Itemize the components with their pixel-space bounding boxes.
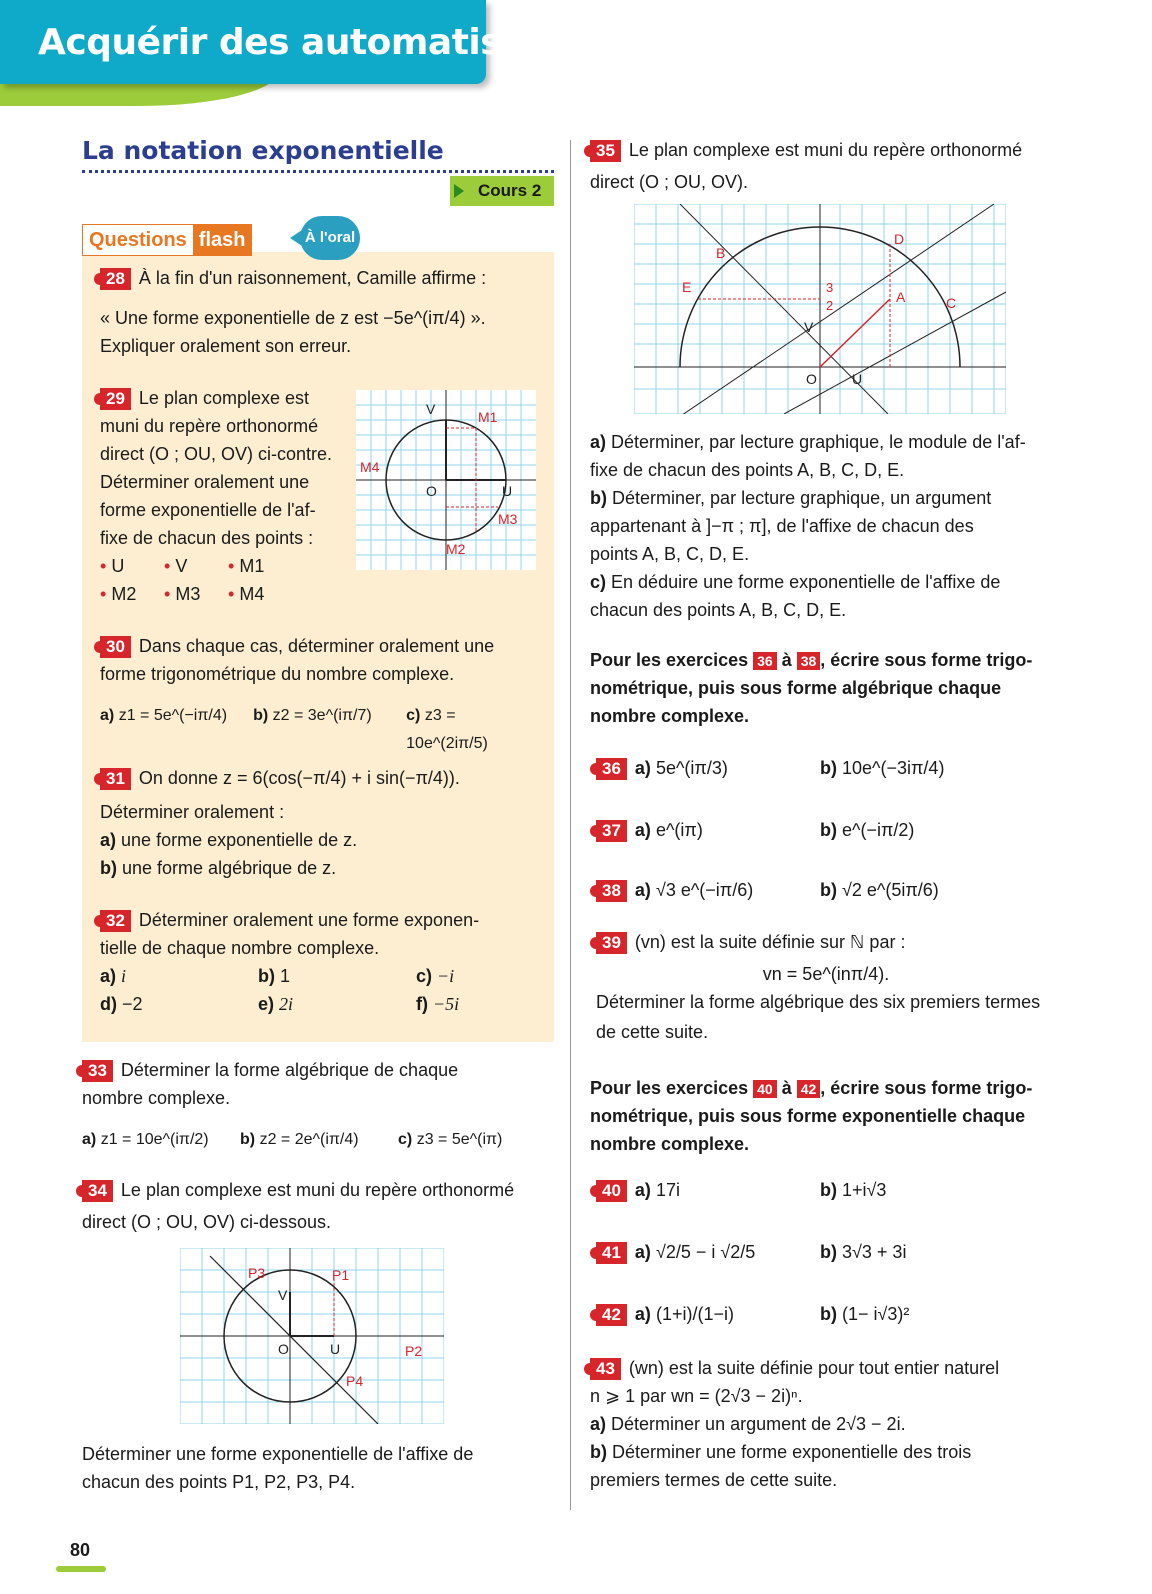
label: c) [398, 1131, 413, 1148]
ex35-a2: fixe de chacun des points A, B, C, D, E. [590, 460, 905, 480]
exercise-42 [596, 1300, 1056, 1328]
instr-text: nombre complexe. [590, 1134, 750, 1154]
label: d) [100, 994, 117, 1014]
exercise-30 [100, 632, 540, 758]
ex33-b: z2 = 2e^(iπ/4) [259, 1131, 359, 1148]
exercise-41 [596, 1238, 1056, 1266]
label: b) [240, 1131, 256, 1148]
ex28-line1: À la fin d'un raisonnement, Camille affirme : [138, 268, 487, 288]
section-title: La notation exponentielle [82, 136, 444, 165]
label-M3: M3 [498, 511, 518, 527]
label: b) [820, 1242, 837, 1262]
label-D: D [894, 231, 905, 247]
ex34-q2: chacun des points P1, P2, P3, P4. [82, 1472, 356, 1492]
exercise-37 [596, 816, 1056, 844]
ex39-line2: Déterminer la forme algébrique des six premiers termes [596, 992, 1041, 1012]
exercise-number: 38 [596, 880, 627, 902]
label: e) [258, 994, 275, 1014]
ex37-a: e^(iπ) [655, 820, 703, 840]
label: b) [820, 758, 837, 778]
exercise-31 [100, 764, 540, 882]
label: b) [258, 966, 275, 986]
label: a) [634, 1304, 651, 1324]
exercise-40 [596, 1176, 1056, 1204]
ex30-line1: Dans chaque cas, déterminer oralement une [138, 636, 495, 656]
label-O: O [806, 371, 817, 387]
label-P3: P3 [248, 1265, 266, 1281]
column-divider [570, 140, 571, 1510]
label-C: C [946, 295, 957, 311]
label: a) [634, 1180, 651, 1200]
exercise-43 [590, 1354, 1056, 1494]
ex32-line2: tielle de chaque nombre complexe. [100, 938, 380, 958]
ex30-line2: forme trigonométrique du nombre complexe. [100, 664, 455, 684]
ex29-line: Déterminer oralement une [100, 472, 310, 492]
ex29-line: forme exponentielle de l'af- [100, 500, 316, 520]
exercise-ref: 38 [797, 652, 821, 670]
exercise-33 [82, 1056, 548, 1154]
exercise-32 [100, 906, 540, 1018]
ex33-c: z3 = 5e^(iπ) [416, 1131, 503, 1148]
label: b) [820, 880, 837, 900]
figure-29 [356, 390, 536, 570]
exercise-29 [100, 384, 350, 608]
instr-text: , écrire sous forme trigo- [820, 650, 1033, 670]
exercise-number: 32 [100, 910, 131, 932]
ex43-line2: n ⩾ 1 par wn = (2√3 − 2i)ⁿ. [590, 1386, 803, 1406]
label: a) [590, 432, 607, 452]
exercise-number: 43 [590, 1358, 621, 1380]
label-M4: M4 [360, 459, 380, 475]
exercise-number: 39 [596, 932, 627, 954]
exercise-number: 40 [596, 1180, 627, 1202]
ex39-formula: vn = 5e^(inπ/4). [762, 964, 890, 984]
label: f) [416, 994, 428, 1014]
exercise-number: 37 [596, 820, 627, 842]
figure-35 [634, 204, 1006, 414]
label: c) [590, 572, 607, 592]
ex35-b3: points A, B, C, D, E. [590, 544, 750, 564]
exercise-ref: 42 [797, 1080, 821, 1098]
label-P4: P4 [346, 1373, 364, 1389]
label: a) [590, 1414, 607, 1434]
instructions-36-38: Pour les exercices 36 à 38 , écrire sous forme trigo- nométrique, puis sous forme algébrique chaque nombre complexe. [590, 646, 1056, 730]
ex43-b2: premiers termes de cette suite. [590, 1470, 838, 1490]
figure-34 [180, 1248, 444, 1424]
label-O: O [278, 1341, 289, 1357]
label: a) [634, 880, 651, 900]
exercise-number: 28 [100, 268, 131, 290]
bullet: • [228, 556, 235, 576]
exercise-number: 31 [100, 768, 131, 790]
ex29-line: fixe de chacun des points : [100, 528, 314, 548]
ex35-b: Déterminer, par lecture graphique, un argument [612, 488, 992, 508]
label: b) [590, 488, 607, 508]
exercise-number: 34 [82, 1180, 113, 1202]
point-label: M2 [111, 584, 137, 604]
ex28-line2: « Une forme exponentielle de z est −5e^(iπ/4) ». [100, 308, 486, 328]
ex29-line: direct (O ; OU, OV) ci-contre. [100, 444, 333, 464]
questions-flash-header [82, 224, 252, 256]
ex35-a: Déterminer, par lecture graphique, le module de l'af- [611, 432, 1026, 452]
label: b) [590, 1442, 607, 1462]
point-label: M4 [239, 584, 265, 604]
label: c) [416, 966, 433, 986]
ex31-line2: Déterminer oralement : [100, 802, 285, 822]
label-M2: M2 [446, 541, 466, 557]
label-B: B [716, 245, 726, 261]
ex35-c: En déduire une forme exponentielle de l'affixe de [611, 572, 1001, 592]
ex33-line2: nombre complexe. [82, 1088, 231, 1108]
bullet: • [228, 584, 235, 604]
exercise-36 [596, 754, 1056, 782]
instr-text: nombre complexe. [590, 706, 750, 726]
exercise-ref: 40 [753, 1080, 777, 1098]
exercise-number: 35 [590, 140, 621, 162]
label-A: A [896, 289, 906, 305]
ex33-line1: Déterminer la forme algébrique de chaque [120, 1060, 459, 1080]
ex34-q1: Déterminer une forme exponentielle de l'affixe de [82, 1444, 474, 1464]
ex29-line: Le plan complexe est [138, 388, 310, 408]
ex40-b: 1+i√3 [842, 1180, 887, 1200]
instr-text: , écrire sous forme trigo- [820, 1078, 1033, 1098]
exercise-number: 29 [100, 388, 131, 410]
label-V: V [278, 1287, 288, 1303]
label-P2: P2 [405, 1343, 423, 1359]
exercise-35-questions [590, 428, 1054, 624]
instr-text: nométrique, puis sous forme exponentielle chaque [590, 1106, 1026, 1126]
exercise-38 [596, 876, 1056, 904]
label-V: V [804, 319, 814, 335]
label-fraction-den: 2 [826, 298, 834, 313]
ex32-item: i [121, 966, 127, 986]
section-divider [82, 170, 554, 173]
ex41-a: √2/5 − i √2/5 [655, 1242, 756, 1262]
exercise-number: 30 [100, 636, 131, 658]
flash-label-a: Questions [83, 225, 193, 255]
point-label: M3 [175, 584, 201, 604]
label-V: V [426, 401, 436, 417]
ex32-item: −2 [122, 994, 143, 1014]
ex31-line1: On donne z = 6(cos(−π/4) + i sin(−π/4)). [138, 768, 460, 788]
ex30-b: z2 = 3e^(iπ/7) [272, 707, 372, 724]
ex30-a: z1 = 5e^(−iπ/4) [118, 707, 228, 724]
label: a) [100, 966, 117, 986]
exercise-39 [596, 928, 1056, 1046]
flash-label-b: flash [193, 225, 252, 255]
bullet: • [164, 584, 171, 604]
exercise-number: 36 [596, 758, 627, 780]
bullet: • [100, 584, 107, 604]
ex34-line1: Le plan complexe est muni du repère orthonormé [120, 1180, 515, 1200]
ex37-b: e^(−iπ/2) [842, 820, 915, 840]
ex42-b: (1− i√3)² [842, 1304, 910, 1324]
ex29-line: muni du repère orthonormé [100, 416, 319, 436]
label-M1: M1 [478, 409, 498, 425]
label-P1: P1 [332, 1267, 350, 1283]
label-fraction-num: 3 [826, 280, 834, 295]
label-U: U [330, 1341, 341, 1357]
exercise-35 [590, 136, 1056, 196]
play-arrow-icon [454, 184, 464, 198]
exercise-number: 33 [82, 1060, 113, 1082]
label: a) [634, 820, 651, 840]
label-U: U [852, 371, 863, 387]
ex32-item: −5i [433, 994, 460, 1014]
oral-badge: À l'oral [300, 216, 360, 260]
exercise-28 [100, 264, 540, 360]
ex32-item: −i [437, 966, 455, 986]
bullet: • [100, 556, 107, 576]
label: a) [634, 1242, 651, 1262]
ex38-b: √2 e^(5iπ/6) [842, 880, 939, 900]
cours-label: Cours 2 [478, 181, 542, 200]
ex31-b: une forme algébrique de z. [122, 858, 337, 878]
ex36-b: 10e^(−3iπ/4) [842, 758, 945, 778]
label: b) [820, 820, 837, 840]
point-label: M1 [239, 556, 265, 576]
label: b) [100, 858, 117, 878]
ex31-a: une forme exponentielle de z. [121, 830, 358, 850]
label: b) [820, 1304, 837, 1324]
page-number: 80 [70, 1540, 91, 1560]
exercise-number: 42 [596, 1304, 627, 1326]
label: b) [820, 1180, 837, 1200]
ex39-line3: de cette suite. [596, 1022, 709, 1042]
bullet: • [164, 556, 171, 576]
ex35-line2: direct (O ; OU, OV). [590, 172, 749, 192]
label: a) [100, 707, 115, 724]
ex36-a: 5e^(iπ/3) [655, 758, 728, 778]
instr-text: nométrique, puis sous forme algébrique chaque [590, 678, 1002, 698]
ex38-a: √3 e^(−iπ/6) [655, 880, 754, 900]
ex33-a: z1 = 10e^(iπ/2) [100, 1131, 209, 1148]
ex32-item: 1 [280, 966, 291, 986]
ex42-a: (1+i)/(1−i) [655, 1304, 734, 1324]
banner-title: Acquérir des automatismes [38, 22, 584, 63]
label: a) [100, 830, 117, 850]
ex28-line3: Expliquer oralement son erreur. [100, 336, 352, 356]
exercise-34 [82, 1176, 548, 1236]
label: c) [406, 707, 421, 724]
ex35-b2: appartenant à ]−π ; π], de l'affixe de chacun des [590, 516, 974, 536]
ex41-b: 3√3 + 3i [842, 1242, 907, 1262]
exercise-ref: 36 [753, 652, 777, 670]
page-number-bar [56, 1566, 106, 1572]
instr-text: Pour les exercices [590, 1078, 749, 1098]
label: a) [634, 758, 651, 778]
ex43-b: Déterminer une forme exponentielle des trois [612, 1442, 972, 1462]
label-O: O [426, 483, 437, 499]
label: b) [253, 707, 269, 724]
ex43-a: Déterminer un argument de 2√3 − 2i. [611, 1414, 906, 1434]
cours-link[interactable] [450, 176, 554, 206]
instructions-40-42: Pour les exercices 40 à 42 , écrire sous forme trigo- nométrique, puis sous forme exponentielle chaque nombre complexe. [590, 1074, 1056, 1158]
instr-text: Pour les exercices [590, 650, 749, 670]
exercise-number: 41 [596, 1242, 627, 1264]
label-E: E [682, 279, 692, 295]
label: a) [82, 1131, 97, 1148]
ex35-c2: chacun des points A, B, C, D, E. [590, 600, 847, 620]
ex43-line1: (wn) est la suite définie pour tout entier naturel [628, 1358, 1000, 1378]
point-label: V [175, 556, 188, 576]
ex35-line1: Le plan complexe est muni du repère orthonormé [628, 140, 1023, 160]
ex40-a: 17i [655, 1180, 680, 1200]
ex30-c: z3 = 10e^(2iπ/5) [406, 707, 488, 752]
ex32-line1: Déterminer oralement une forme exponen- [138, 910, 480, 930]
label-U: U [502, 483, 513, 499]
point-label: U [111, 556, 125, 576]
ex32-item: 2i [279, 994, 294, 1014]
exercise-34-question [82, 1440, 548, 1496]
ex34-line2: direct (O ; OU, OV) ci-dessous. [82, 1212, 332, 1232]
ex39-line1: (vn) est la suite définie sur ℕ par : [634, 932, 906, 952]
